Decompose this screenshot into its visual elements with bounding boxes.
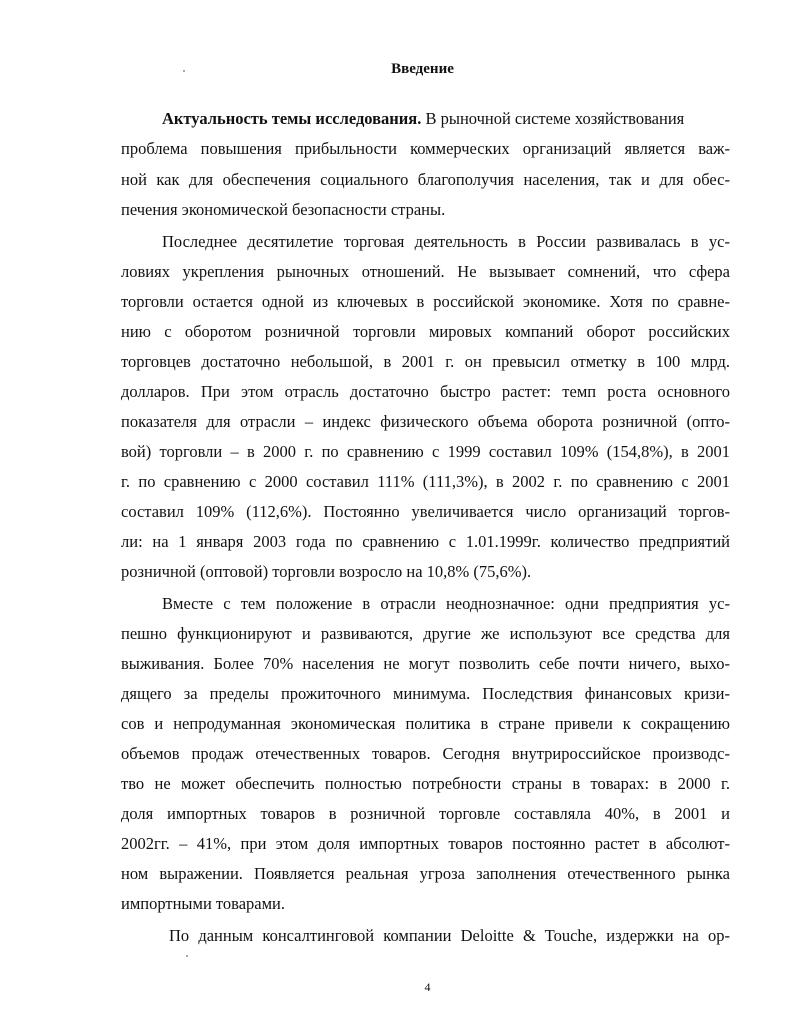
text-line: Вместе с тем положение в отрасли неоднозначное: одни предприятия ус- xyxy=(162,594,730,613)
text-line: долларов. При этом отрасль достаточно быстро растет: темп роста основного xyxy=(121,382,730,401)
text-line: импортными товарами. xyxy=(121,894,286,913)
scan-speck xyxy=(183,70,185,72)
text-line: объемов продаж отечественных товаров. Сегодня внутрироссийское производс- xyxy=(121,744,730,763)
text-line: сов и непродуманная экономическая политика в стране привели к сокращению xyxy=(121,714,730,733)
text-line: г. по сравнению с 2000 составил 111% (111,3%), в 2002 г. по сравнению с 2001 xyxy=(121,472,730,491)
text-line xyxy=(162,109,730,129)
text-line: 2002гг. – 41%, при этом доля импортных товаров постоянно растет в абсолют- xyxy=(121,834,730,853)
text-line: печения экономической безопасности страны. xyxy=(121,200,446,219)
text-fragment: В рыночной системе хозяйствования xyxy=(421,109,685,128)
paragraph-lead: Актуальность темы исследования. xyxy=(162,109,422,128)
text-line: ном выражении. Появляется реальная угроза заполнения отечественного рынка xyxy=(121,864,730,883)
text-line: выживания. Более 70% населения не могут позволить себе почти ничего, выхо- xyxy=(121,654,730,673)
text-line: нию с оборотом розничной торговли мировых компаний оборот российских xyxy=(121,322,730,341)
text-line: показателя для отрасли – индекс физического объема оборота розничной (опто- xyxy=(121,412,730,431)
text-line: тво не может обеспечить полностью потребности страны в товарах: в 2000 г. xyxy=(121,774,730,793)
text-line: Последнее десятилетие торговая деятельность в России развивалась в ус- xyxy=(162,232,730,251)
text-line: пешно функционируют и развиваются, другие же используют все средства для xyxy=(121,624,730,643)
text-line: проблема повышения прибыльности коммерческих организаций является важ- xyxy=(121,139,730,158)
scan-speck xyxy=(186,955,188,957)
text-line: доля импортных товаров в розничной торговле составляла 40%, в 2001 и xyxy=(121,804,730,823)
page-number: 4 xyxy=(424,980,431,994)
text-line: ли: на 1 января 2003 года по сравнению с 1.01.1999г. количество предприятий xyxy=(121,532,730,551)
text-line: торговцев достаточно небольшой, в 2001 г. он превысил отметку в 100 млрд. xyxy=(121,352,730,371)
text-line: торговли остается одной из ключевых в российской экономике. Хотя по сравне- xyxy=(121,292,730,311)
text-line: вой) торговли – в 2000 г. по сравнению с 1999 составил 109% (154,8%), в 2001 xyxy=(121,442,730,461)
text-line: ной как для обеспечения социального благополучия населения, так и для обес- xyxy=(121,170,730,189)
text-line: дящего за пределы прожиточного минимума. Последствия финансовых кризи- xyxy=(121,684,730,703)
text-line: составил 109% (112,6%). Постоянно увеличивается число организаций торгов- xyxy=(121,502,730,521)
text-line: розничной (оптовой) торговли возросло на 10,8% (75,6%). xyxy=(121,562,532,581)
text-line: По данным консалтинговой компании Deloitte & Touche, издержки на ор- xyxy=(169,926,730,945)
text-line: ловиях укрепления рыночных отношений. Не вызывает сомнений, что сфера xyxy=(121,262,730,281)
page-heading: Введение xyxy=(391,61,454,77)
